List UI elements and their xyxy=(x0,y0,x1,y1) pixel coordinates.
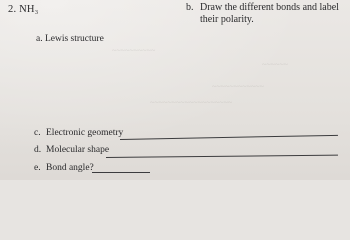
part-c-marker: c. xyxy=(34,128,41,138)
part-c xyxy=(34,128,123,138)
part-e-label: Bond angle? xyxy=(46,163,94,173)
bleed-through-text: ~~~~~~ xyxy=(262,60,288,69)
question-formula: NH₃ xyxy=(19,4,39,15)
part-b-marker: b. xyxy=(186,2,194,13)
part-d-marker: d. xyxy=(34,145,42,155)
part-e-marker: e. xyxy=(34,163,41,173)
question-heading xyxy=(8,4,39,15)
answer-line-d[interactable] xyxy=(106,155,338,158)
bleed-through-text: ~~~~~~~~~~~~ xyxy=(212,82,264,91)
part-b-line-2: their polarity. xyxy=(200,14,254,25)
part-c-label: Electronic geometry xyxy=(46,128,124,138)
part-b xyxy=(186,2,346,26)
part-d xyxy=(34,145,109,155)
part-b-line-1: Draw the different bonds and label xyxy=(200,2,339,13)
bleed-through-text: ~~~~~~~~~~~~~~~~~~~ xyxy=(150,98,233,107)
part-d-label: Molecular shape xyxy=(46,145,110,155)
part-a xyxy=(36,34,104,44)
part-e xyxy=(34,163,94,173)
part-a-label: Lewis structure xyxy=(44,34,104,44)
part-a-marker: a. xyxy=(36,34,43,44)
question-number: 2. xyxy=(8,4,17,15)
answer-line-c[interactable] xyxy=(120,135,338,140)
bleed-through-text: ~~~~~~~~~~ xyxy=(112,46,156,55)
answer-line-e[interactable] xyxy=(92,172,150,173)
